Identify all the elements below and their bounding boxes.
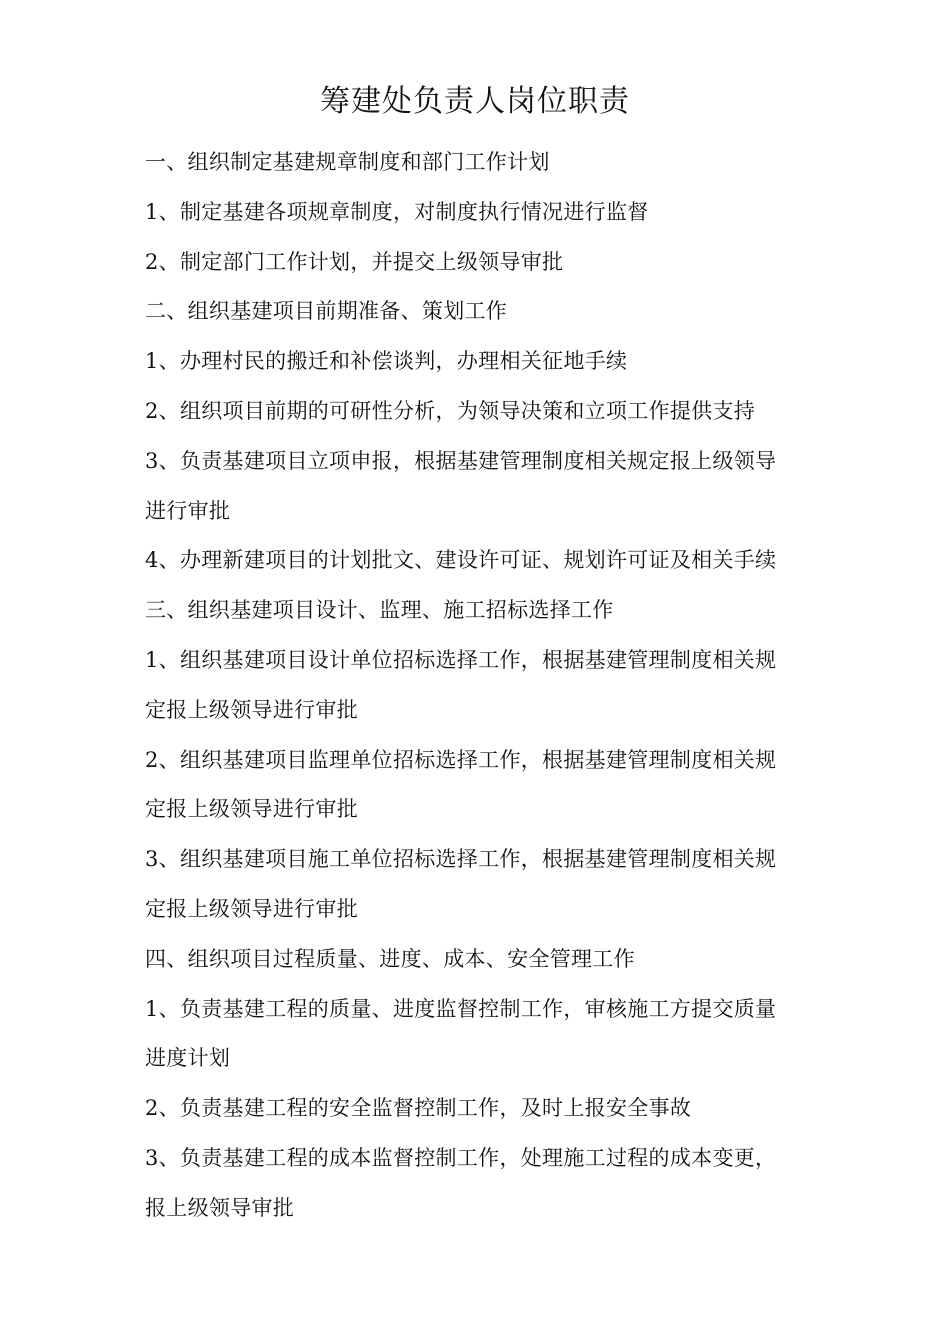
document-body bbox=[145, 138, 825, 1234]
body-line-continuation: 定报上级领导进行审批 bbox=[145, 697, 358, 722]
body-line: 2、负责基建工程的安全监督控制工作，及时上报安全事故 bbox=[145, 1096, 692, 1121]
section-heading: 四、组织项目过程质量、进度、成本、安全管理工作 bbox=[145, 946, 635, 971]
body-line: 2、制定部门工作计划，并提交上级领导审批 bbox=[145, 249, 564, 274]
document-title: 筹建处负责人岗位职责 bbox=[320, 84, 630, 119]
section-heading: 二、组织基建项目前期准备、策划工作 bbox=[145, 299, 508, 324]
body-line-continuation: 进度计划 bbox=[145, 1046, 231, 1071]
body-line-continuation: 定报上级领导进行审批 bbox=[145, 797, 358, 822]
body-line: 2、组织基建项目监理单位招标选择工作，根据基建管理制度相关规 bbox=[145, 747, 777, 772]
body-line: 4、办理新建项目的计划批文、建设许可证、规划许可证及相关手续 bbox=[145, 548, 777, 573]
section-heading: 一、组织制定基建规章制度和部门工作计划 bbox=[145, 150, 550, 174]
section-heading: 三、组织基建项目设计、监理、施工招标选择工作 bbox=[145, 598, 614, 623]
body-line: 1、组织基建项目设计单位招标选择工作，根据基建管理制度相关规 bbox=[145, 647, 777, 672]
body-line: 1、负责基建工程的质量、进度监督控制工作，审核施工方提交质量 bbox=[145, 996, 777, 1021]
body-line: 3、负责基建工程的成本监督控制工作，处理施工过程的成本变更， bbox=[145, 1145, 777, 1170]
body-line-continuation: 进行审批 bbox=[145, 498, 231, 523]
body-line: 3、组织基建项目施工单位招标选择工作，根据基建管理制度相关规 bbox=[145, 847, 777, 872]
body-line: 1、办理村民的搬迁和补偿谈判，办理相关征地手续 bbox=[145, 349, 628, 374]
body-line-continuation: 报上级领导审批 bbox=[145, 1195, 295, 1220]
body-line-continuation: 定报上级领导进行审批 bbox=[145, 896, 358, 921]
body-line: 2、组织项目前期的可研性分析，为领导决策和立项工作提供支持 bbox=[145, 398, 756, 423]
body-line: 1、制定基建各项规章制度，对制度执行情况进行监督 bbox=[145, 199, 649, 224]
body-line: 3、负责基建项目立项申报，根据基建管理制度相关规定报上级领导 bbox=[145, 448, 777, 473]
